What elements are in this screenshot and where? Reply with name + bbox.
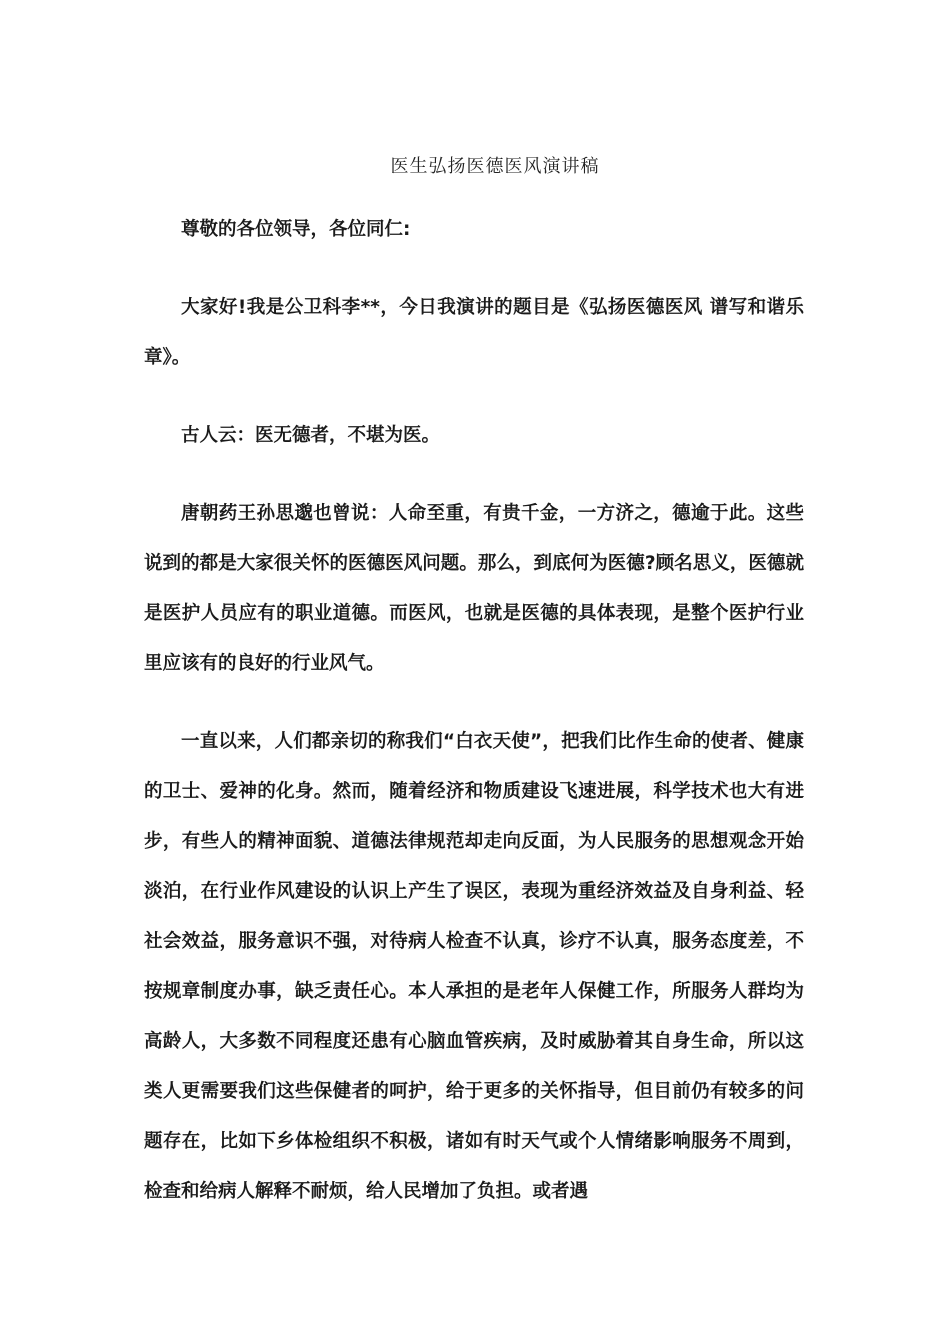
paragraph-greeting: 大家好!我是公卫科李**，今日我演讲的题目是《弘扬医德医风 谱写和谐乐章》。 xyxy=(144,297,804,368)
document-title: 医生弘扬医德医风演讲稿 xyxy=(390,156,600,177)
paragraph-quote: 古人云：医无德者，不堪为医。 xyxy=(181,425,441,446)
paragraph-salutation: 尊敬的各位领导，各位同仁: xyxy=(181,219,411,240)
document-body xyxy=(144,205,804,1245)
paragraph-sun-simiao: 唐朝药王孙思邈也曾说：人命至重，有贵千金，一方济之，德逾于此。这些说到的都是大家很关怀的医德医风问题。那么，到底何为医德?顾名思义，医德就是医护人员应有的职业道德。而医风，也就是医德的具体表现，是整个医护行业里应该有的良好的行业风气。 xyxy=(144,503,804,674)
paragraph-white-angel: 一直以来，人们都亲切的称我们“白衣天使”，把我们比作生命的使者、健康的卫士、爱神的化身。然而，随着经济和物质建设飞速进展，科学技术也大有进步，有些人的精神面貌、道德法律规范却走向反面，为人民服务的思想观念开始淡泊，在行业作风建设的认识上产生了误区，表现为重经济效益及自身利益、轻社会效益，服务意识不强，对待病人检查不认真，诊疗不认真，服务态度差，不按规章制度办事，缺乏责任心。本人承担的是老年人保健工作，所服务人群均为高龄人，大多数不同程度还患有心脑血管疾病，及时威胁着其自身生命，所以这类人更需要我们这些保健者的呵护，给于更多的关怀指导，但目前仍有较多的问题存在，比如下乡体检组织不积极，诸如有时天气或个人情绪影响服务不周到，检查和给病人解释不耐烦，给人民增加了负担。或者遇 xyxy=(144,731,804,1202)
